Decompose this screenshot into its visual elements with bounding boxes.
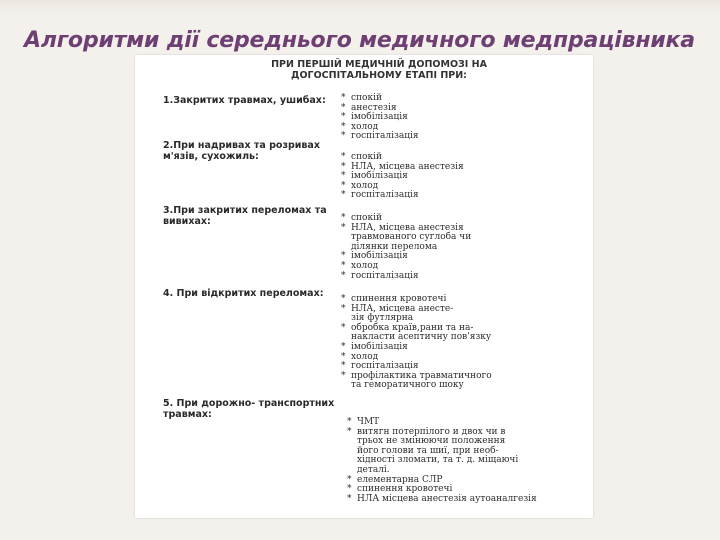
section-1-heading: 1.Закритих травмах, ушибах:: [163, 95, 326, 106]
list-item: * госпіталізація: [341, 361, 419, 372]
section-2-list: [341, 153, 591, 201]
section-3-list: [341, 214, 591, 281]
list-item: * профілактика травматичного: [341, 370, 492, 381]
section-2-heading: 2.При надривах та розривах м'язів, сухожиль:: [163, 140, 320, 162]
document-title-line-1: ПРИ ПЕРШІЙ МЕДИЧНІЙ ДОПОМОЗІ НА: [271, 59, 487, 70]
list-item: * спинення кровотечі: [347, 484, 453, 495]
list-item: * імобілізація: [341, 251, 408, 262]
list-item: * спокій: [341, 213, 382, 223]
list-item: * госпіталізація: [341, 190, 419, 201]
list-item: * холод: [341, 180, 379, 191]
list-item: * ЧМТ: [347, 417, 380, 427]
list-item: * НЛА, місцева анестезія: [341, 222, 464, 233]
section-1-list: [341, 94, 591, 142]
list-item: * імобілізація: [341, 112, 408, 123]
list-item: * НЛА, місцева анесте-: [341, 303, 454, 314]
list-item-continuation: хідності зломати, та т. д. міщаючі: [357, 455, 519, 466]
scanned-document: [135, 55, 593, 518]
section-4-list: [341, 295, 591, 391]
section-5-heading: 5. При дорожно- транспортних травмах:: [163, 398, 335, 420]
list-item: * госпіталізація: [341, 131, 419, 142]
list-item: * імобілізація: [341, 341, 408, 352]
list-item: * обробка країв,рани та на-: [341, 322, 474, 333]
list-item: * спокій: [341, 93, 382, 103]
list-item-continuation: трьох не змінюючи положення: [357, 436, 506, 447]
list-item: * холод: [341, 260, 379, 271]
list-item-continuation: деталі.: [357, 464, 390, 475]
section-4-heading: 4. При відкритих переломах:: [163, 288, 324, 299]
list-item: * елементарна СЛР: [347, 474, 443, 485]
list-item-continuation: та геморатичного шоку: [351, 380, 464, 391]
list-item: * госпіталізація: [341, 270, 419, 281]
list-item-continuation: ділянки перелома: [351, 241, 438, 252]
section-5-list: [347, 418, 593, 504]
list-item: * спинення кровотечі: [341, 294, 447, 304]
list-item-continuation: накласти асептичну пов'язку: [351, 332, 492, 343]
list-item: * імобілізація: [341, 171, 408, 182]
section-3-heading: 3.При закритих переломах та вивихах:: [163, 205, 327, 227]
list-item: * анестезія: [341, 102, 397, 113]
list-item: * спокій: [341, 152, 382, 162]
list-item: * НЛА, місцева анестезія: [341, 161, 464, 172]
slide-top-band: [0, 0, 720, 14]
document-title-line-2: ДОГОСПІТАЛЬНОМУ ЕТАПІ ПРИ:: [291, 70, 467, 81]
list-item: * НЛА місцева анестезія аутоаналгезія: [347, 493, 537, 504]
list-item-continuation: травмованого суглоба чи: [351, 232, 472, 243]
list-item: * витягн потерпілого и двох чи в: [347, 426, 506, 437]
slide-title: Алгоритми дії середнього медичного медпрацівника: [24, 28, 695, 53]
list-item-continuation: його голови та шиї, при необ-: [357, 445, 499, 456]
list-item-continuation: зія футлярна: [351, 313, 414, 324]
list-item: * холод: [341, 351, 379, 362]
list-item: * холод: [341, 121, 379, 132]
